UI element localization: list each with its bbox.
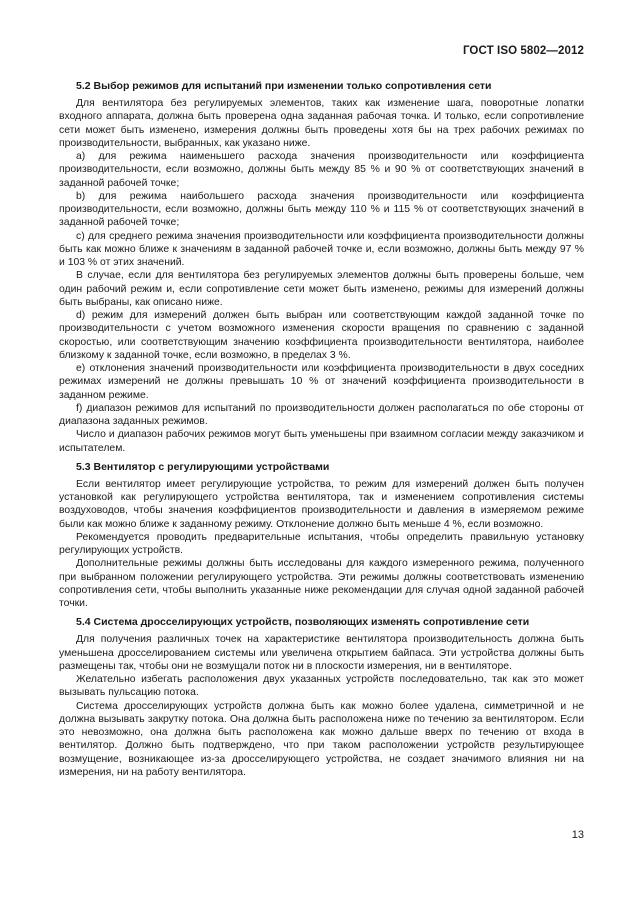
list-item-f: f) диапазон режимов для испытаний по производительности должен располагаться по обе стороны от диапазона заданных режимов. <box>59 402 584 427</box>
list-item-d: d) режим для измерений должен быть выбран или соответствующим каждой заданной точке по производительности с учетом возможного изменения скорости вращения по сравнению с заданной скоростью, или соответствующим значению коэффициента производительности вентилятора, наиболее близкому к заданной точке, если возможно, в пределах 3 %. <box>59 310 584 361</box>
document-body <box>59 80 584 779</box>
list-item-b: b) для режима наибольшего расхода значения производительности или коэффициента производительности, если возможно, должны быть между 110 % и 115 % от соответствующих значений в заданной рабочей точке; <box>59 190 584 229</box>
paragraph: Число и диапазон рабочих режимов могут быть уменьшены при взаимном согласии между заказчиком и испытателем. <box>59 429 584 454</box>
paragraph: В случае, если для вентилятора без регулируемых элементов должны быть проверены больше, чем один рабочий режим и, если сопротивление сети может быть изменено, режимы для измерений должны быть выбраны, как описано ниже. <box>59 270 584 308</box>
list-item-a: а) для режима наименьшего расхода значения производительности или коэффициента производительности, если возможно, должны быть между 85 % и 90 % от соответствующих значений в заданной рабочей точке; <box>59 151 584 189</box>
paragraph: Рекомендуется проводить предварительные испытания, чтобы определить правильную установку регулирующих устройств. <box>59 531 584 556</box>
paragraph: Для получения различных точек на характеристике вентилятора производительность должна быть уменьшена дросселированием системы или увеличена открытием байпаса. Эти устройства должны быть размещены так, чтобы они не возмущали поток ни в плоскости измерения, ни в вентиляторе. <box>59 634 584 672</box>
section-heading: 5.3 Вентилятор с регулирующими устройствами <box>76 460 330 473</box>
document-header: ГОСТ ISO 5802—2012 <box>462 45 584 57</box>
list-item-e: е) отклонения значений производительности или коэффициента производительности в двух соседних режимах измерений не должны превышать 10 % от значений коэффициента производительности в заданном режиме. <box>59 363 584 401</box>
paragraph: Желательно избегать расположения двух указанных устройств последовательно, так как это может вызывать пульсацию потока. <box>59 674 584 699</box>
section-5-2 <box>59 80 584 455</box>
section-heading: 5.4 Система дросселирующих устройств, позволяющих изменять сопротивление сети <box>76 616 530 629</box>
list-item-c: c) для среднего режима значения производительности или коэффициента производительности должны быть как можно ближе к значениям в заданной рабочей точке и, если возможно, должны быть между 97 % и 103 % от этих значений. <box>59 230 584 268</box>
section-heading: 5.2 Выбор режимов для испытаний при изменении только сопротивления сети <box>76 80 492 92</box>
section-5-3 <box>59 461 584 611</box>
paragraph: Если вентилятор имеет регулирующие устройства, то режим для измерений должен быть получен установкой как регулирующего устройства вентилятора, так и изменением сопротивления системы воздуховодов, чтобы значения коэффициентов производительности и давления в измеряемом режиме были как можно ближе к заданному режиму. Отклонение должно быть меньше 4 %, если возможно. <box>59 478 584 530</box>
paragraph: Для вентилятора без регулируемых элементов, таких как изменение шага, поворотные лопатки входного аппарата, должна быть проверена одна заданная рабочая точка. И только, если сопротивление сети может быть изменено, измерения должны быть проведены хотя бы на трех рабочих режимах по производительности, выбранных, как указано ниже. <box>59 98 584 149</box>
section-5-4 <box>59 616 584 779</box>
paragraph: Дополнительные режимы должны быть исследованы для каждого измеренного режима, полученного при выбранном положении регулирующего устройства. Эти режимы должны соответствовать изменению сопротивления сети, чтобы выполнить указанные ниже рекомендации для случая одной заданной рабочей точки. <box>59 558 584 609</box>
page-number: 13 <box>571 829 584 841</box>
paragraph: Система дросселирующих устройств должна быть как можно более удалена, симметричной и не должна вызывать закрутку потока. Она должна быть расположена ниже по течению за вентилятором. Если это невозможно, она должна быть расположена как можно дальше вверх по течению от входа в вентилятор. Должно быть подтверждено, что при таком расположении устройств результирующее возмущение, возникающее из-за дросселирующего устройства, не создает значимого влияния ни на измерения, ни на работу вентилятора. <box>59 700 584 778</box>
